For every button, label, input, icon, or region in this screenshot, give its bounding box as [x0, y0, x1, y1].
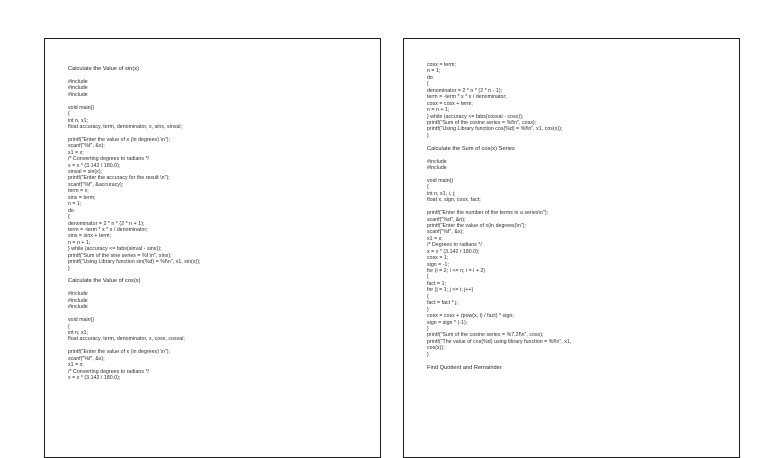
code-line: #include — [68, 291, 88, 298]
code-line: printf("Using Library function cos(%d) = %f\n", x1, cos(x)); — [427, 126, 563, 133]
code-line: { — [68, 323, 70, 330]
code-line: printf("Enter the accuracy for the result \n"); — [68, 175, 170, 182]
code-line: scanf("%f", &x); — [68, 355, 105, 362]
code-line: { — [68, 111, 70, 118]
code-line: } while (accuracy <= fabs(cosval - cosx)); — [427, 113, 524, 120]
code-line: int n, x1; — [68, 117, 89, 124]
code-line: float accuracy, term, denominator, x, sinx, sinval; — [68, 123, 183, 130]
code-line: for (j = 1; j <= i; j++) — [427, 287, 474, 294]
code-line: #include — [68, 85, 88, 92]
code-line: x = x * (3.142 / 180.0); — [427, 248, 480, 255]
code-line: printf("Enter the value of x (in degrees) \n"); — [68, 349, 171, 356]
code-line: printf("Sum of the cosine series = %f\n", cosx); — [427, 119, 537, 126]
code-line: fact = 1; — [427, 280, 447, 287]
code-line: scanf("%f", &x); — [427, 229, 464, 236]
code-line: printf("Sum of the sine series = %f \n", sinx); — [68, 252, 172, 259]
code-line: } — [68, 265, 70, 272]
code-line: cosx = term; — [427, 62, 456, 68]
code-line: float accuracy, term, denominator, x, cosx, cosval; — [68, 336, 185, 343]
code-line: x1 = x; — [68, 362, 84, 369]
code-line: printf("Enter the value of x(in degrees)\n"); — [427, 222, 527, 229]
code-line: #include — [68, 304, 88, 311]
code-line: cosx = cosx + term; — [427, 100, 473, 107]
code-line: sinx = sinx + term; — [68, 233, 112, 240]
code-line: cos(x)); — [427, 345, 445, 352]
code-line: } — [427, 351, 429, 358]
code-line: x1 = x; — [427, 235, 443, 242]
code-line: term = x; — [68, 188, 89, 195]
code-line: do — [427, 74, 433, 81]
code-line: { — [427, 81, 429, 88]
page-text-right — [427, 62, 729, 371]
code-line: scanf("%f", &accuracy); — [68, 181, 124, 188]
code-line: cosx = cosx + (pow(x, i) / fact) * sign; — [427, 313, 514, 320]
code-line: scanf("%d", &n); — [427, 216, 466, 223]
code-line: { — [427, 184, 429, 191]
code-line: #include — [427, 165, 447, 171]
code-line: #include — [68, 91, 88, 98]
code-line: } while (accuracy <= fabs(sinval - sinx)); — [68, 246, 162, 253]
code-line: #include — [427, 158, 447, 165]
code-line: #include — [68, 297, 88, 304]
code-line: { — [68, 214, 70, 221]
document-page-right — [403, 38, 740, 458]
code-line: for (i = 2; i <= n; i = i + 2) — [427, 268, 486, 274]
code-line: /* Converting degrees to radians */ — [68, 368, 150, 375]
section-heading: Calculate the Sum of cos(x) Series — [427, 145, 515, 152]
code-line: x = x * (3.142 / 180.0); — [68, 162, 121, 169]
code-line: printf("Enter the number of the terms in a series\n"); — [427, 210, 549, 217]
code-line: n = 1; — [68, 201, 82, 208]
code-line: #include — [68, 78, 88, 85]
code-line: { — [427, 293, 429, 300]
code-line: fact = fact * j; — [427, 300, 458, 307]
code-line: n = n + 1; — [427, 107, 450, 114]
code-line: printf("Enter the value of x (in degrees) \n"); — [68, 136, 171, 143]
code-line: denominator = 2 * n * (2 * n - 1); — [427, 87, 503, 94]
code-line: int n, x1, i, j; — [427, 190, 456, 197]
code-line: void main() — [68, 317, 95, 324]
code-line: term = -term * x * x / denominator; — [427, 94, 507, 101]
code-line: } — [427, 325, 429, 332]
code-line: int n, x1; — [68, 329, 89, 336]
code-line: void main() — [68, 104, 95, 111]
code-line: sign = sign * (-1); — [427, 319, 468, 326]
code-line: void main() — [427, 177, 454, 184]
code-line: printf("The value of cos(%d) using library function = %f\n", x1, — [427, 338, 572, 345]
code-line: n = n + 1; — [68, 239, 91, 246]
code-line: float x, sign, cosx, fact; — [427, 197, 481, 204]
code-line: { — [427, 274, 429, 281]
section-heading: Find Quotient and Remainder — [427, 364, 502, 371]
code-line: do — [68, 207, 74, 214]
code-line: n = 1; — [427, 68, 441, 75]
code-line: sign = -1; — [427, 261, 449, 268]
code-line: sinval = sin(x); — [68, 169, 103, 175]
code-line: cosx = 1; — [427, 255, 449, 262]
code-line: x = x * (3.142 / 180.0); — [68, 375, 121, 381]
code-line: /* Converting degrees to radians */ — [68, 156, 150, 163]
section-heading: Calculate the Value of sin(x) — [68, 66, 139, 72]
document-page-left — [44, 38, 381, 458]
code-line: term = -term * x * x / denominator; — [68, 226, 148, 233]
code-line: x1 = x; — [68, 149, 84, 156]
code-line: sinx = term; — [68, 194, 96, 201]
code-line: denominator = 2 * n * (2 * n + 1); — [68, 220, 145, 227]
code-line: scanf("%f", &x); — [68, 143, 105, 150]
code-line: printf("Sum of the cosine series = %7.2f\n", cosx); — [427, 332, 544, 339]
code-line: /* Degrees to radians */ — [427, 242, 482, 249]
code-line: } — [427, 306, 429, 313]
code-line: printf("Using Library function sin(%d) = %f\n", x1, sin(x)); — [68, 259, 201, 266]
code-line: } — [427, 132, 429, 139]
page-text-left — [68, 66, 370, 381]
section-heading: Calculate the Value of cos(x) — [68, 278, 141, 285]
